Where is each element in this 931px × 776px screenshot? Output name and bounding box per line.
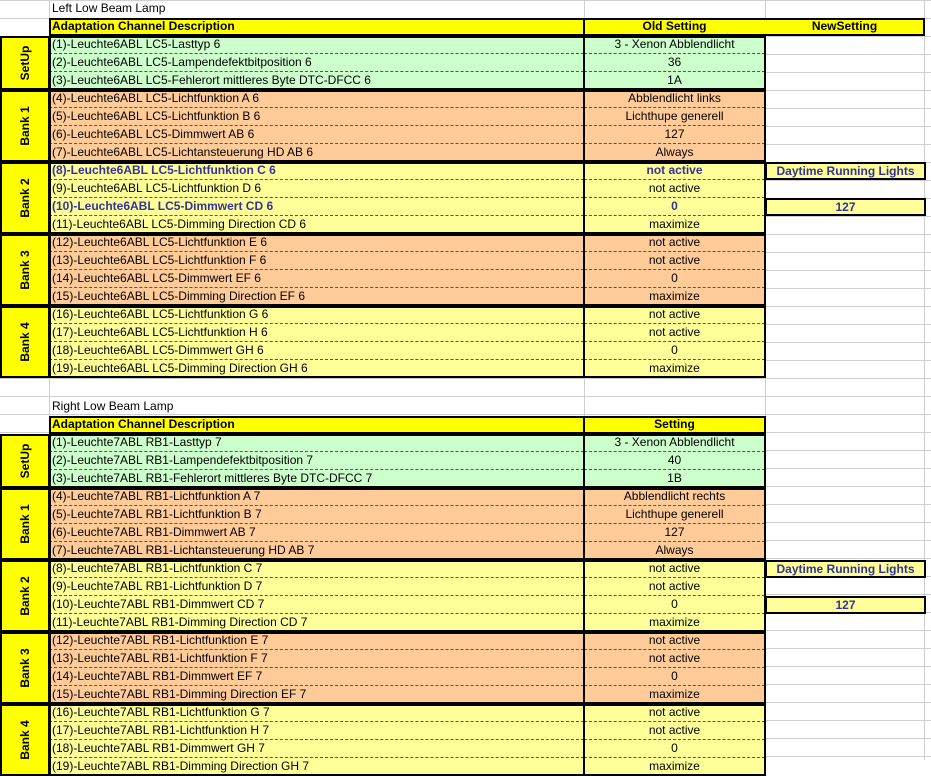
left-channel-value[interactable]: maximize xyxy=(584,216,765,234)
left-column-separator xyxy=(583,18,585,378)
left-channel-value[interactable]: Abblendlicht links xyxy=(584,90,765,108)
right-channel-description: (19)-Leuchte7ABL RB1-Dimming Direction GH 7 xyxy=(49,758,584,776)
left-channel-value[interactable]: 3 - Xenon Abblendlicht xyxy=(584,36,765,54)
right-channel-description: (9)-Leuchte7ABL RB1-Lichtfunktion D 7 xyxy=(49,578,584,596)
left-bank-0-label-cell xyxy=(0,36,50,90)
left-header-description: Adaptation Channel Description xyxy=(49,18,584,36)
right-channel-description: (5)-Leuchte7ABL RB1-Lichtfunktion B 7 xyxy=(49,506,584,524)
left-channel-value[interactable]: 36 xyxy=(584,54,765,72)
left-channel-description: (1)-Leuchte6ABL LC5-Lasttyp 6 xyxy=(49,36,584,54)
left-channel-description: (2)-Leuchte6ABL LC5-Lampendefektbitposition 6 xyxy=(49,54,584,72)
left-bank-3-label-cell xyxy=(0,234,50,306)
left-channel-description: (13)-Leuchte6ABL LC5-Lichtfunktion F 6 xyxy=(49,252,584,270)
left-channel-description: (12)-Leuchte6ABL LC5-Lichtfunktion E 6 xyxy=(49,234,584,252)
right-channel-description: (6)-Leuchte7ABL RB1-Dimmwert AB 7 xyxy=(49,524,584,542)
bank-label: Bank 2 xyxy=(18,576,32,616)
bank-label: Bank 2 xyxy=(18,178,32,218)
right-channel-value[interactable]: Lichthupe generell xyxy=(584,506,765,524)
right-channel-description: (10)-Leuchte7ABL RB1-Dimmwert CD 7 xyxy=(49,596,584,614)
grid-column-line xyxy=(924,0,925,760)
right-channel-value[interactable]: not active xyxy=(584,650,765,668)
right-new-setting-value[interactable]: 127 xyxy=(765,596,926,614)
right-channel-value[interactable]: 0 xyxy=(584,668,765,686)
bank-label: Bank 3 xyxy=(18,250,32,290)
right-channel-description: (3)-Leuchte7ABL RB1-Fehlerort mittleres Byte DTC-DFCC 7 xyxy=(49,470,584,488)
right-channel-value[interactable]: 0 xyxy=(584,596,765,614)
left-channel-value[interactable]: Always xyxy=(584,144,765,162)
right-bank-4-label-cell xyxy=(0,704,50,776)
left-bank-1-label-cell xyxy=(0,90,50,162)
right-channel-description: (14)-Leuchte7ABL RB1-Dimmwert EF 7 xyxy=(49,668,584,686)
left-channel-description: (14)-Leuchte6ABL LC5-Dimmwert EF 6 xyxy=(49,270,584,288)
left-channel-value[interactable]: 0 xyxy=(584,342,765,360)
right-channel-value[interactable]: 127 xyxy=(584,524,765,542)
left-bank-2-label-cell xyxy=(0,162,50,234)
right-channel-value[interactable]: 1B xyxy=(584,470,765,488)
right-channel-value[interactable]: 40 xyxy=(584,452,765,470)
right-channel-value[interactable]: 3 - Xenon Abblendlicht xyxy=(584,434,765,452)
left-channel-description: (15)-Leuchte6ABL LC5-Dimming Direction EF 6 xyxy=(49,288,584,306)
right-header-old-setting: Setting xyxy=(584,416,765,434)
bank-label: SetUp xyxy=(18,443,32,479)
left-channel-description: (17)-Leuchte6ABL LC5-Lichtfunktion H 6 xyxy=(49,324,584,342)
left-channel-description: (4)-Leuchte6ABL LC5-Lichtfunktion A 6 xyxy=(49,90,584,108)
right-channel-value[interactable]: not active xyxy=(584,704,765,722)
right-bank-0-label-cell xyxy=(0,434,50,488)
right-channel-value[interactable]: not active xyxy=(584,722,765,740)
left-channel-value[interactable]: not active xyxy=(584,234,765,252)
right-section-title: Right Low Beam Lamp xyxy=(52,399,174,413)
bank-label: Bank 1 xyxy=(18,504,32,544)
left-header-new-setting: NewSetting xyxy=(765,18,924,36)
right-channel-description: (1)-Leuchte7ABL RB1-Lasttyp 7 xyxy=(49,434,584,452)
right-bank-1-label-cell xyxy=(0,488,50,560)
left-channel-value[interactable]: 127 xyxy=(584,126,765,144)
left-channel-value[interactable]: 0 xyxy=(584,270,765,288)
right-channel-description: (13)-Leuchte7ABL RB1-Lichtfunktion F 7 xyxy=(49,650,584,668)
right-channel-value[interactable]: maximize xyxy=(584,614,765,632)
left-channel-value[interactable]: Lichthupe generell xyxy=(584,108,765,126)
right-bank-2-label-cell xyxy=(0,560,50,632)
bank-label: Bank 4 xyxy=(18,720,32,760)
left-channel-value[interactable]: 1A xyxy=(584,72,765,90)
left-channel-description: (16)-Leuchte6ABL LC5-Lichtfunktion G 6 xyxy=(49,306,584,324)
left-bank-4-label-cell xyxy=(0,306,50,378)
left-channel-value[interactable]: not active xyxy=(584,162,765,180)
left-channel-value[interactable]: 0 xyxy=(584,198,765,216)
right-channel-description: (4)-Leuchte7ABL RB1-Lichtfunktion A 7 xyxy=(49,488,584,506)
left-header-old-setting: Old Setting xyxy=(584,18,765,36)
left-channel-description: (3)-Leuchte6ABL LC5-Fehlerort mittleres Byte DTC-DFCC 6 xyxy=(49,72,584,90)
right-column-separator xyxy=(583,416,585,776)
left-channel-value[interactable]: not active xyxy=(584,324,765,342)
right-new-setting-value[interactable]: Daytime Running Lights xyxy=(765,560,926,578)
right-channel-description: (8)-Leuchte7ABL RB1-Lichtfunktion C 7 xyxy=(49,560,584,578)
left-channel-description: (6)-Leuchte6ABL LC5-Dimmwert AB 6 xyxy=(49,126,584,144)
right-header-description: Adaptation Channel Description xyxy=(49,416,584,434)
right-channel-description: (18)-Leuchte7ABL RB1-Dimmwert GH 7 xyxy=(49,740,584,758)
right-channel-value[interactable]: maximize xyxy=(584,758,765,776)
grid-row-line xyxy=(0,396,931,397)
left-channel-description: (7)-Leuchte6ABL LC5-Lichtansteuerung HD AB 6 xyxy=(49,144,584,162)
right-channel-description: (11)-Leuchte7ABL RB1-Dimming Direction CD 7 xyxy=(49,614,584,632)
left-section-title: Left Low Beam Lamp xyxy=(52,1,166,15)
left-channel-value[interactable]: maximize xyxy=(584,360,765,378)
grid-column-line xyxy=(765,0,766,760)
left-channel-description: (8)-Leuchte6ABL LC5-Lichtfunktion C 6 xyxy=(49,162,584,180)
left-channel-value[interactable]: maximize xyxy=(584,288,765,306)
right-channel-value[interactable]: not active xyxy=(584,632,765,650)
left-channel-description: (5)-Leuchte6ABL LC5-Lichtfunktion B 6 xyxy=(49,108,584,126)
right-channel-description: (7)-Leuchte7ABL RB1-Lichtansteuerung HD AB 7 xyxy=(49,542,584,560)
left-channel-value[interactable]: not active xyxy=(584,180,765,198)
left-channel-description: (11)-Leuchte6ABL LC5-Dimming Direction CD 6 xyxy=(49,216,584,234)
left-new-setting-value[interactable]: Daytime Running Lights xyxy=(765,162,926,180)
right-channel-description: (16)-Leuchte7ABL RB1-Lichtfunktion G 7 xyxy=(49,704,584,722)
right-channel-description: (12)-Leuchte7ABL RB1-Lichtfunktion E 7 xyxy=(49,632,584,650)
left-channel-description: (18)-Leuchte6ABL LC5-Dimmwert GH 6 xyxy=(49,342,584,360)
right-channel-value[interactable]: 0 xyxy=(584,740,765,758)
right-channel-description: (17)-Leuchte7ABL RB1-Lichtfunktion H 7 xyxy=(49,722,584,740)
right-channel-value[interactable]: maximize xyxy=(584,686,765,704)
left-channel-value[interactable]: not active xyxy=(584,306,765,324)
right-channel-value[interactable]: not active xyxy=(584,578,765,596)
left-channel-description: (9)-Leuchte6ABL LC5-Lichtfunktion D 6 xyxy=(49,180,584,198)
right-channel-value[interactable]: not active xyxy=(584,560,765,578)
right-channel-description: (15)-Leuchte7ABL RB1-Dimming Direction EF 7 xyxy=(49,686,584,704)
right-bank-3-label-cell xyxy=(0,632,50,704)
left-new-setting-value[interactable]: 127 xyxy=(765,198,926,216)
left-channel-description: (10)-Leuchte6ABL LC5-Dimmwert CD 6 xyxy=(49,198,584,216)
grid-row-line xyxy=(0,378,931,379)
bank-label: Bank 3 xyxy=(18,648,32,688)
left-channel-description: (19)-Leuchte6ABL LC5-Dimming Direction GH 6 xyxy=(49,360,584,378)
right-channel-description: (2)-Leuchte7ABL RB1-Lampendefektbitposition 7 xyxy=(49,452,584,470)
bank-label: Bank 4 xyxy=(18,322,32,362)
right-channel-value[interactable]: Abblendlicht rechts xyxy=(584,488,765,506)
bank-label: Bank 1 xyxy=(18,106,32,146)
left-channel-value[interactable]: not active xyxy=(584,252,765,270)
bank-label: SetUp xyxy=(18,45,32,81)
right-channel-value[interactable]: Always xyxy=(584,542,765,560)
